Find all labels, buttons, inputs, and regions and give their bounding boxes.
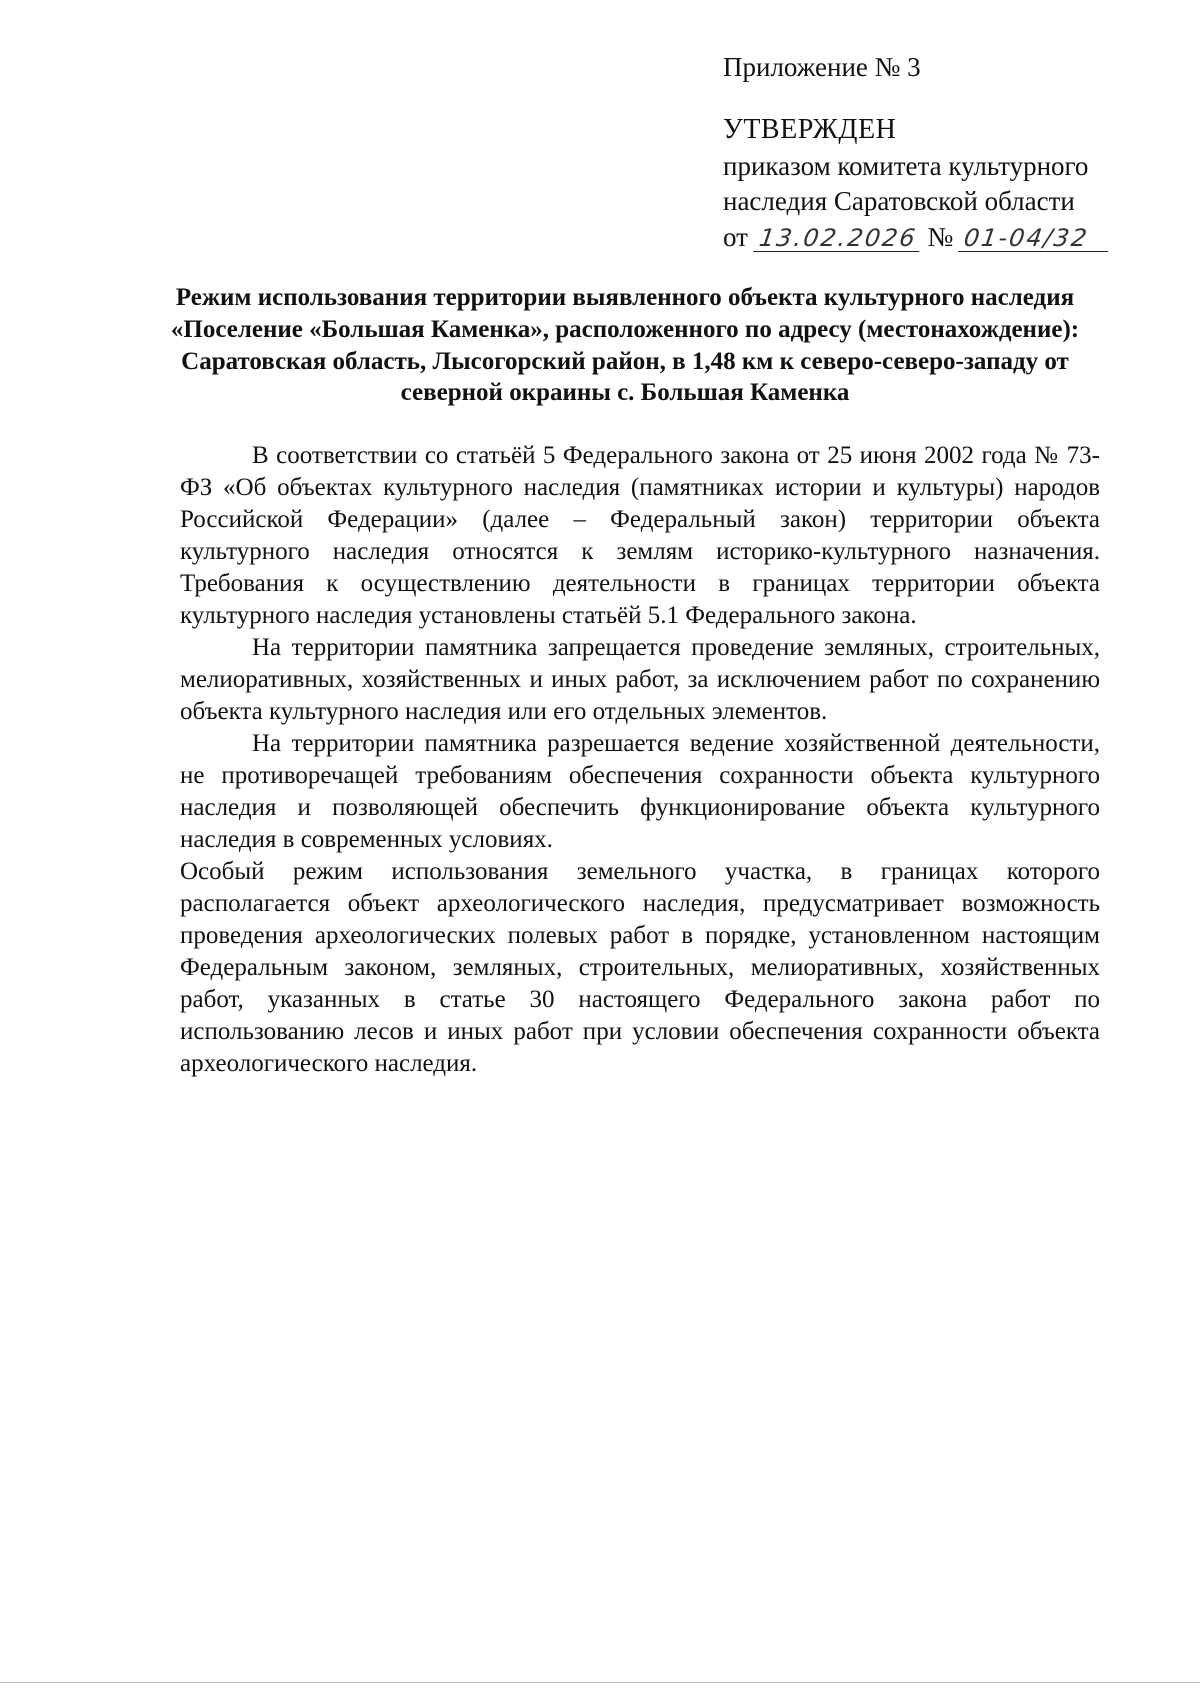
approved-label: УТВЕРЖДЕН <box>723 113 897 145</box>
date-prefix: от <box>723 221 748 252</box>
handwritten-date: 13.02.2026 <box>753 225 923 252</box>
order-line-1: приказом комитета культурного <box>723 150 1089 181</box>
approval-block <box>723 50 1123 255</box>
paragraph-4: Особый режим использования земельного участка, в границах которого располагается объект археологического наследия, предусматривает возможность проведения археологических полевых работ в порядке, установленном настоящим Федеральным законом, земляных, строительных, мелиоративных, хозяйственных работ, указанных в статье 30 настоящего Федерального закона работ по использованию лесов и иных работ при условии обеспечения сохранности объекта археологического наследия. <box>180 858 1100 1077</box>
page-bottom-edge <box>0 1682 1200 1683</box>
date-number-row <box>723 220 1123 256</box>
document-title: Режим использования территории выявленного объекта культурного наследия «Поселение «Большая Каменка», расположенного по адресу (местонахождение): Саратовская область, Лысогорский район, в 1,48 км к северо-северо-западу от северной окраины с. Большая Каменка <box>170 284 1080 407</box>
paragraph-1: В соответствии со статьёй 5 Федерального закона от 25 июня 2002 года № 73-ФЗ «Об объектах культурного наследия (памятниках истории и культуры) народов Российской Федерации» (далее – Федеральный закон) территории объекта культурного наследия относятся к землям историко-культурного назначения. Требования к осуществлению деятельности в границах территории объекта культурного наследия установлены статьёй 5.1 Федерального закона. <box>180 442 1100 629</box>
order-line-2: наследия Саратовской области <box>723 186 1075 217</box>
paragraph-2: На территории памятника запрещается проведение земляных, строительных, мелиоративных, хозяйственных и иных работ, за исключением работ по сохранению объекта культурного наследия или его отдельных элементов. <box>180 634 1100 725</box>
paragraph-3: На территории памятника разрешается ведение хозяйственной деятельности, не противоречащей требованиям обеспечения сохранности объекта культурного наследия и позволяющей обеспечить функционирование объекта культурного наследия в современных условиях. <box>180 730 1100 853</box>
appendix-label: Приложение № 3 <box>723 52 921 82</box>
number-prefix: № <box>927 221 954 252</box>
document-body <box>180 440 1100 1080</box>
handwritten-number: 01-04/32 <box>958 225 1112 252</box>
